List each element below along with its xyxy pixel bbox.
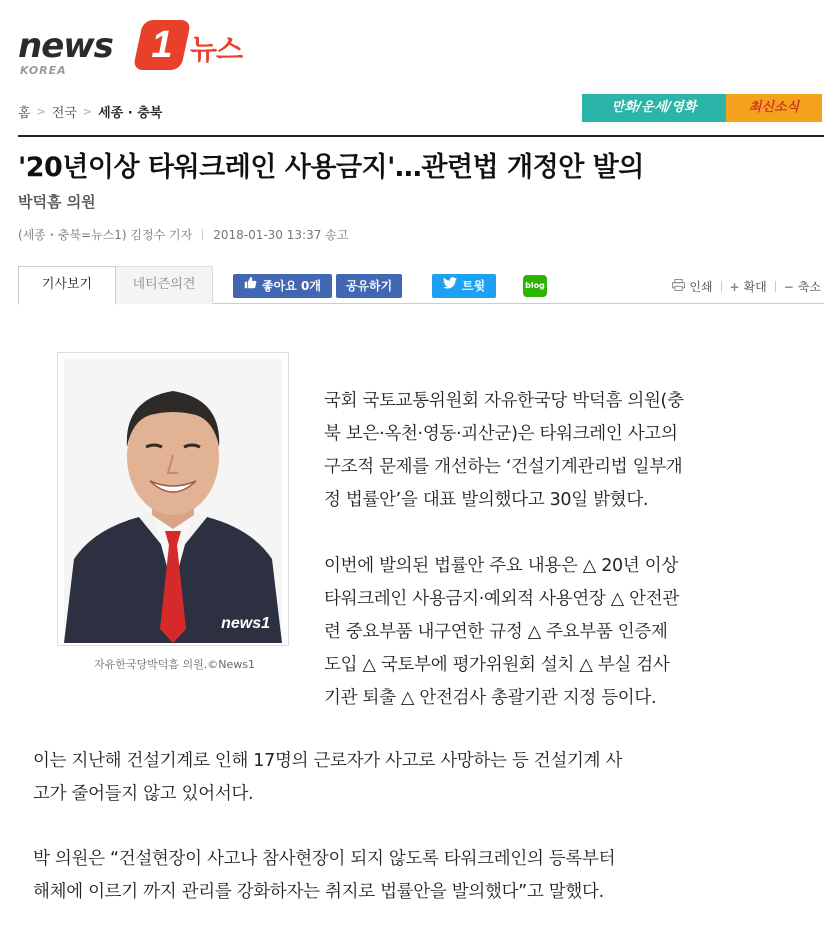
facebook-share-button[interactable]: 공유하기 — [336, 274, 402, 298]
breadcrumb — [18, 102, 162, 121]
article-paragraph-3 — [33, 745, 803, 811]
article-paragraph-1 — [324, 385, 784, 517]
article-byline — [18, 226, 348, 243]
paragraph-line: 고가 줄어들지 않고 있어서다. — [33, 784, 254, 804]
article-tools — [672, 278, 821, 295]
tweet-button[interactable] — [432, 274, 496, 298]
breadcrumb-current[interactable]: 세종 · 충북 — [98, 106, 163, 121]
byline-author: (세종・충북=뉴스1) 김정수 기자 — [18, 228, 193, 242]
thumbs-up-icon — [244, 274, 257, 298]
paragraph-line: 국회 국토교통위원회 자유한국당 박덕흠 의원(충 — [324, 391, 684, 411]
tweet-label: 트윗 — [461, 279, 486, 293]
article-headline: '20년이상 타워크레인 사용금지'…관련법 개정안 발의 — [18, 152, 644, 183]
tools-divider — [775, 281, 776, 292]
zoom-out-button[interactable] — [784, 278, 821, 295]
byline-divider — [202, 229, 203, 240]
paragraph-line: 기관 퇴출 △ 안전검사 총괄기관 지정 등이다. — [324, 688, 657, 708]
paragraph-line: 북 보은·옥천·영동·괴산군)은 타워크레인 사고의 — [324, 424, 678, 444]
zoom-in-label: 확대 — [743, 280, 767, 294]
byline-timestamp: 2018-01-30 13:37 송고 — [213, 228, 349, 242]
article-paragraph-2 — [324, 550, 784, 715]
blog-share-button[interactable]: blog — [523, 275, 547, 297]
logo-text-en: news — [18, 26, 113, 66]
like-label: 좋아요 0개 — [262, 279, 321, 293]
facebook-like-button[interactable] — [233, 274, 332, 298]
article-photo-frame — [57, 352, 289, 646]
paragraph-line: 이번에 발의된 법률안 주요 내용은 △ 20년 이상 — [324, 556, 678, 576]
tools-divider — [721, 281, 722, 292]
article-photo[interactable] — [64, 359, 282, 643]
article-paragraph-4 — [33, 843, 803, 909]
photo-caption: 자유한국당박덕흠 의원.©News1 — [94, 658, 255, 671]
photo-watermark: news1 — [221, 615, 270, 632]
chevron-right-icon: > — [36, 105, 46, 118]
paragraph-line: 도입 △ 국토부에 평가위원회 설치 △ 부실 검사 — [324, 655, 670, 675]
breadcrumb-region[interactable]: 전국 — [51, 106, 77, 121]
banner-latest-news[interactable]: 최신소식 — [726, 94, 822, 122]
minus-icon: − — [783, 279, 794, 294]
logo-text-ko: 뉴스 — [190, 33, 243, 66]
paragraph-line: 련 중요부품 내구연한 규정 △ 주요부품 인증제 — [324, 622, 668, 642]
tab-comments[interactable]: 네티즌의견 — [116, 266, 213, 304]
site-logo[interactable] — [18, 20, 258, 80]
tab-article-view[interactable]: 기사보기 — [18, 266, 116, 305]
paragraph-line: 타워크레인 사용금지·예외적 사용연장 △ 안전관 — [324, 589, 679, 609]
logo-one-mark: 1 — [133, 20, 192, 70]
paragraph-line: 이는 지난해 건설기계로 인해 17명의 근로자가 사고로 사망하는 등 건설기계 사 — [33, 751, 623, 771]
paragraph-line: 정 법률안’을 대표 발의했다고 30일 밝혔다. — [324, 490, 649, 510]
breadcrumb-home[interactable]: 홈 — [18, 106, 31, 121]
zoom-out-label: 축소 — [797, 280, 821, 294]
chevron-right-icon: > — [82, 105, 93, 118]
printer-icon — [672, 279, 685, 294]
print-label: 인쇄 — [689, 280, 713, 294]
portrait-illustration — [64, 359, 282, 643]
plus-icon: + — [729, 279, 740, 294]
paragraph-line: 해체에 이르기 까지 관리를 강화하자는 취지로 법률안을 발의했다”고 말했다. — [33, 882, 604, 902]
paragraph-line: 구조적 문제를 개선하는 ‘건설기계관리법 일부개 — [324, 457, 683, 477]
promo-banner[interactable] — [582, 94, 822, 122]
print-button[interactable] — [672, 278, 712, 295]
article-subtitle: 박덕흠 의원 — [18, 193, 96, 211]
header-divider — [18, 135, 824, 137]
banner-entertainment[interactable]: 만화/운세/영화 — [582, 94, 726, 122]
logo-subtext: KOREA — [20, 64, 67, 77]
twitter-bird-icon — [443, 274, 457, 298]
zoom-in-button[interactable] — [730, 278, 767, 295]
paragraph-line: 박 의원은 “건설현장이 사고나 참사현장이 되지 않도록 타워크레인의 등록부터 — [33, 849, 616, 869]
